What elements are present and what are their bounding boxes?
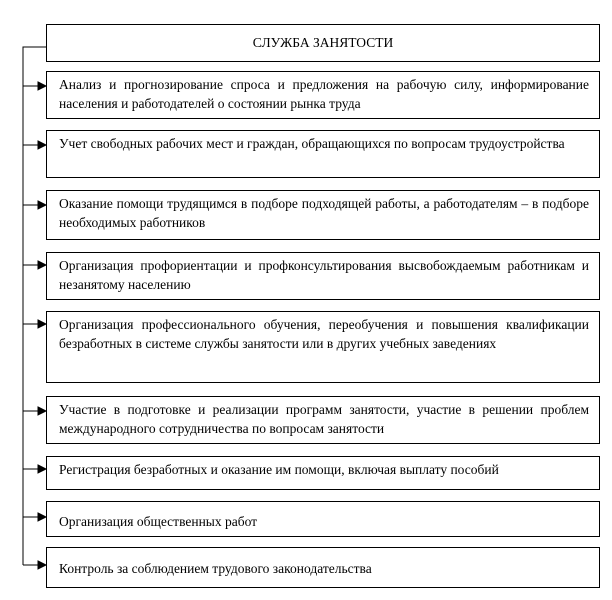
function-box-2 <box>46 130 600 178</box>
function-box-3 <box>46 190 600 240</box>
function-box-8 <box>46 501 600 537</box>
function-text-1: Анализ и прогнозирование спроса и предложения на рабочую силу, информирование населения и работодателей о состоянии рынка труда <box>59 77 589 111</box>
function-text-5: Организация профессионального обучения, переобучения и повышения квалификации безработных в системе службы занятости или в других учебных заведениях <box>59 317 589 351</box>
function-box-6 <box>46 396 600 444</box>
arrowhead-8 <box>38 513 46 521</box>
arrowhead-9 <box>38 561 46 569</box>
arrowhead-7 <box>38 465 46 473</box>
function-text-9: Контроль за соблюдением трудового законодательства <box>59 561 372 576</box>
arrowhead-2 <box>38 141 46 149</box>
function-box-1 <box>46 71 600 119</box>
function-box-4 <box>46 252 600 300</box>
function-text-6: Участие в подготовке и реализации программ занятости, участие в решении проблем международного сотрудничества по вопросам занятости <box>59 402 589 436</box>
diagram-title-box <box>46 24 600 62</box>
arrowhead-6 <box>38 407 46 415</box>
function-text-4: Организация профориентации и профконсультирования высвобождаемым работникам и незанятому населению <box>59 258 589 292</box>
function-text-3: Оказание помощи трудящимся в подборе подходящей работы, а работодателям – в подборе необходимых работников <box>59 196 589 230</box>
arrowhead-5 <box>38 320 46 328</box>
arrowhead-4 <box>38 261 46 269</box>
arrowhead-1 <box>38 82 46 90</box>
function-text-2: Учет свободных рабочих мест и граждан, обращающихся по вопросам трудоустройства <box>59 136 565 151</box>
function-box-5 <box>46 311 600 383</box>
function-box-7 <box>46 456 600 490</box>
function-text-8: Организация общественных работ <box>59 514 258 529</box>
function-box-9 <box>46 547 600 588</box>
diagram-title: СЛУЖБА ЗАНЯТОСТИ <box>252 35 394 50</box>
arrowhead-3 <box>38 201 46 209</box>
function-text-7: Регистрация безработных и оказание им помощи, включая выплату пособий <box>59 462 499 477</box>
